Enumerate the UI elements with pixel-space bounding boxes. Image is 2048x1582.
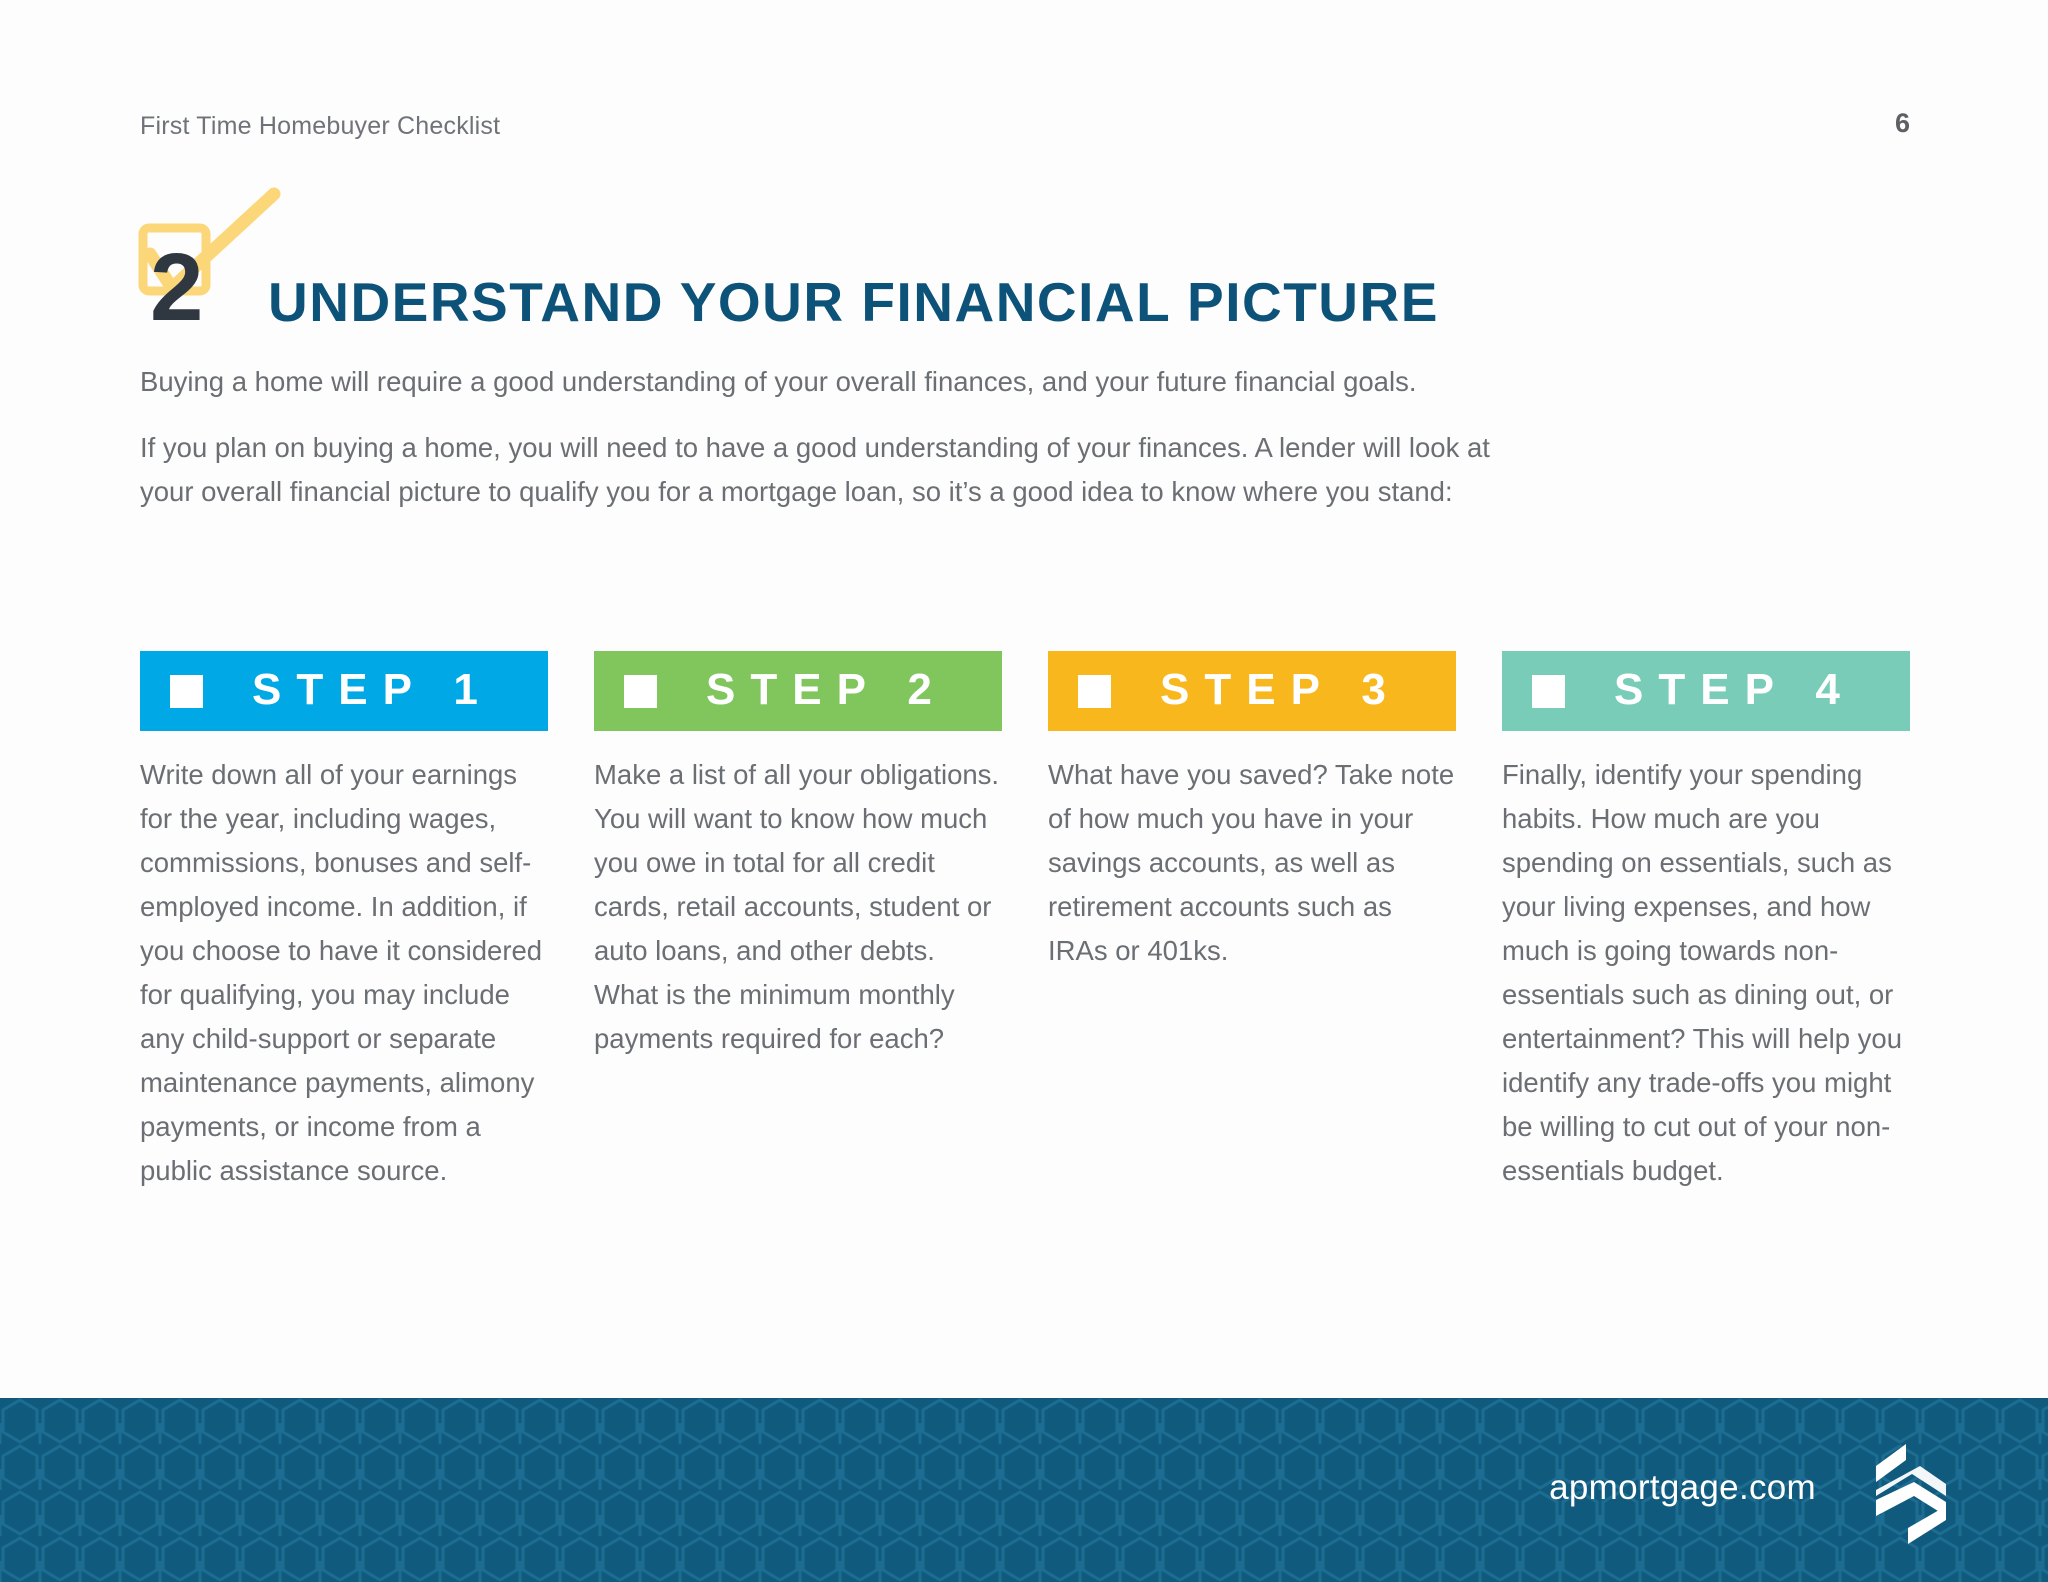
footer-website-link[interactable]: apmortgage.com [1549,1468,1816,1507]
apm-chevron-logo-icon [1868,1444,1952,1544]
step-4-header [1502,651,1910,731]
footer-band [0,1398,2048,1582]
step-3-title: STEP 3 [1160,665,1401,714]
intro-paragraph-2: If you plan on buying a home, you will need to have a good understanding of your finances. A lender will look at your overall financial picture to qualify you for a mortgage loan, so it’s a good idea to know where you stand: [140,432,1490,507]
section-heading: UNDERSTAND YOUR FINANCIAL PICTURE [268,271,1439,333]
step-4-checkbox[interactable] [1532,675,1565,708]
step-1-checkbox[interactable] [170,675,203,708]
step-4-card [1502,651,1910,1193]
step-3-header [1048,651,1456,731]
step-4-text: Finally, identify your spending habits. How much are you spending on essentials, such as your living expenses, and how much is going towards non-essentials such as dining out, or entertainment? This will help you identify any trade-offs you might be willing to cut out of your non-essentials budget. [1502,759,1902,1186]
document-title: First Time Homebuyer Checklist [140,112,501,140]
step-2-checkbox[interactable] [624,675,657,708]
step-3-text: What have you saved? Take note of how much you have in your savings accounts, as well as retirement accounts such as IRAs or 401ks. [1048,759,1455,966]
step-2-header [594,651,1002,731]
section-badge [136,186,286,341]
step-1-text: Write down all of your earnings for the year, including wages, commissions, bonuses and self-employed income. In addition, if you choose to have it considered for qualifying, you may include any child-support or separate maintenance payments, alimony payments, or income from a public assistance source. [140,759,543,1186]
step-2-card [594,651,1002,1061]
step-1-title: STEP 1 [252,665,493,714]
steps-row [140,651,1910,1211]
step-1-header [140,651,548,731]
step-3-checkbox[interactable] [1078,675,1111,708]
step-3-card [1048,651,1456,973]
step-4-title: STEP 4 [1614,665,1855,714]
step-2-text: Make a list of all your obligations. You will want to know how much you owe in total for all credit cards, retail accounts, student or auto loans, and other debts. What is the minimum monthly payments required for each? [594,759,1000,1054]
section-number: 2 [150,234,202,341]
page-number: 6 [1894,108,1910,138]
step-1-card [140,651,548,1193]
intro-paragraph-1: Buying a home will require a good understanding of your overall finances, and your future financial goals. [140,366,1417,397]
step-2-title: STEP 2 [706,665,947,714]
